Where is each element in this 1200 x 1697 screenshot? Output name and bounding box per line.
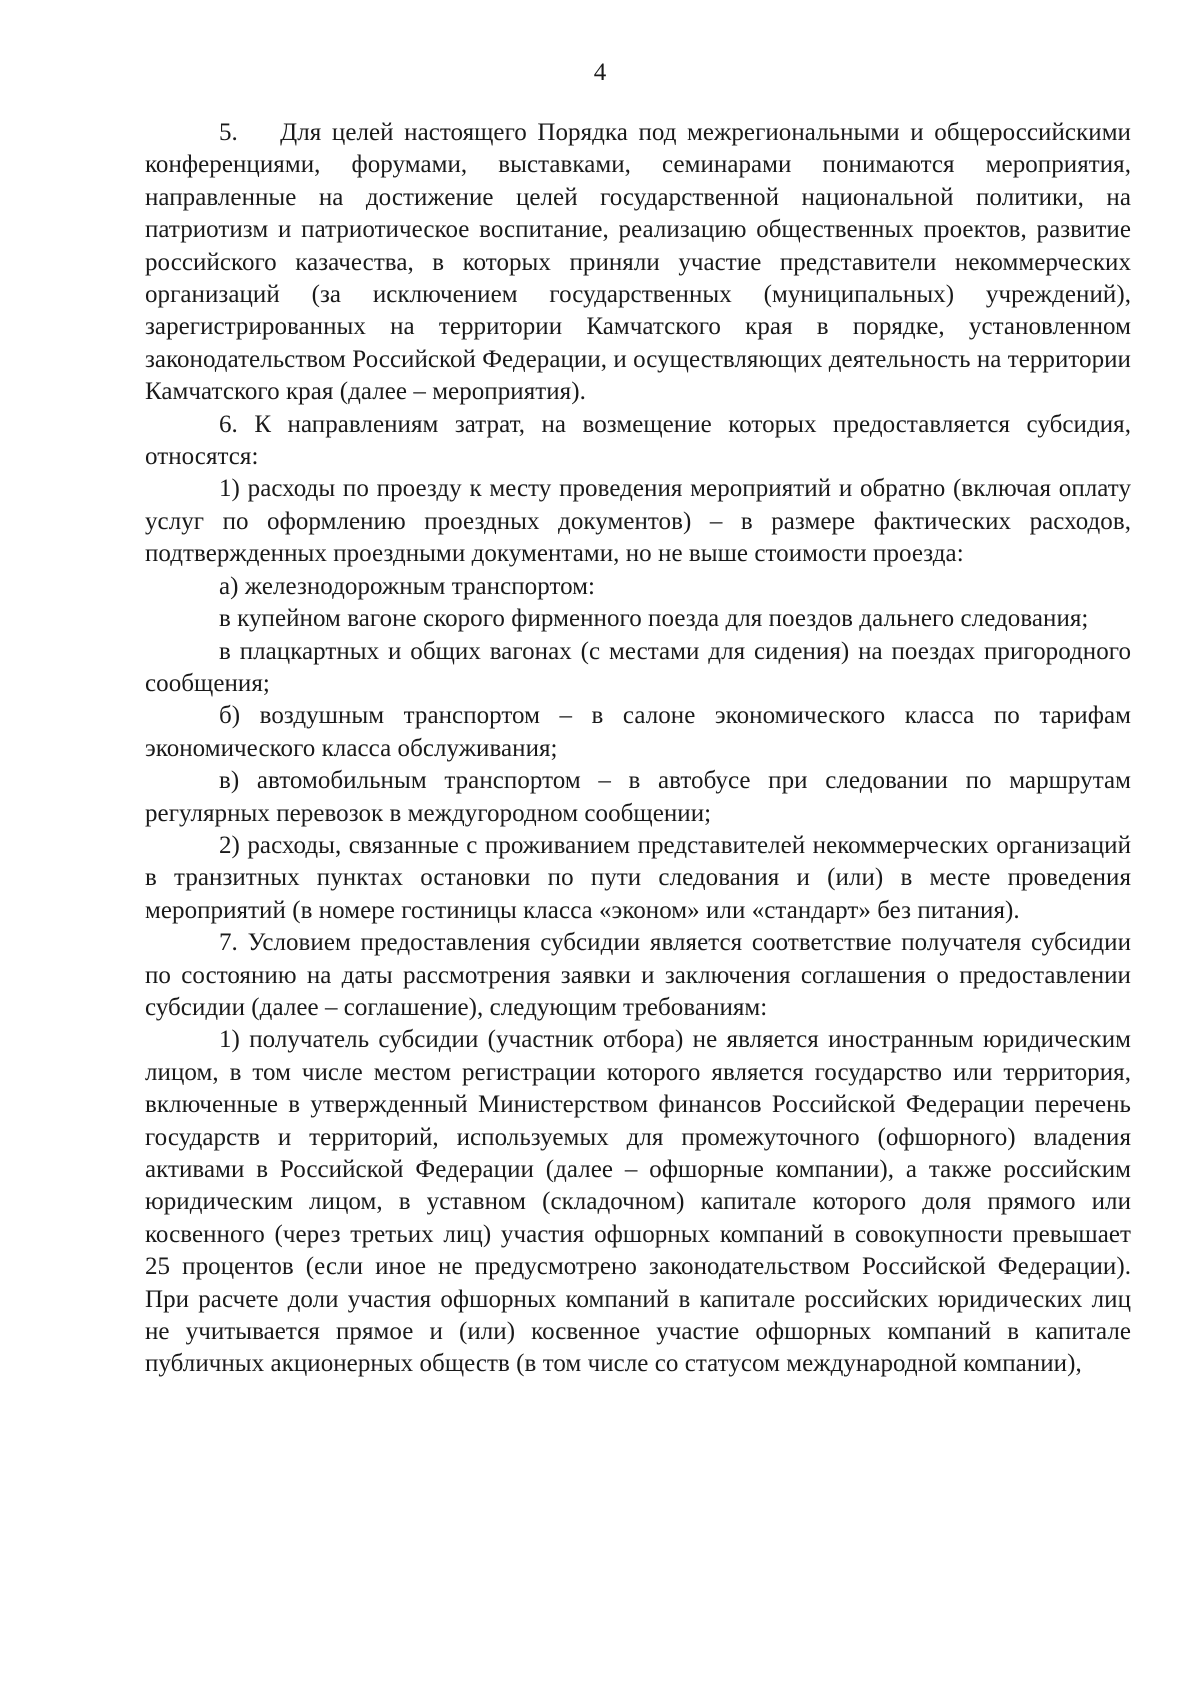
paragraph-6-rail-suburban: в плацкартных и общих вагонах (с местами для сидения) на поездах пригородного сообщения;: [145, 637, 1131, 697]
paragraph-7-conditions: 7. Условием предоставления субсидии является соответствие получателя субсидии по состоянию на даты рассмотрения заявки и заключения соглашения о предоставлении субсидии (далее – соглашение), следующим требованиям:: [145, 929, 1131, 1021]
paragraph-6-item-2-accommodation: 2) расходы, связанные с проживанием представителей некоммерческих организаций в транзитных пунктах остановки по пути следования и (или) в месте проведения мероприятий (в номере гостиницы класса «эконом» или «стандарт» без питания).: [145, 831, 1131, 924]
page-number: 4: [593, 59, 607, 86]
paragraph-6-rail-compartment: в купейном вагоне скорого фирменного поезда для поездов дальнего следования;: [219, 605, 1089, 633]
paragraph-5-definition: 5. Для целей настоящего Порядка под межрегиональными и общероссийскими конференциями, форумами, выставками, семинарами понимаются мероприятия, направленные на достижение целей государственной национальной политики, на патриотизм и патриотическое воспитание, реализацию общественных проектов, развитие российского казачества, в которых приняли участие представители некоммерческих организаций (за исключением государственных (муниципальных) учреждений), зарегистрированных на территории Камчатского края в порядке, установленном законодательством Российской Федерации, и осуществляющих деятельность на территории Камчатского края (далее – мероприятия).: [145, 119, 1131, 406]
paragraph-7-item-1-offshore: 1) получатель субсидии (участник отбора) не является иностранным юридическим лицом, в том числе местом регистрации которого является государство или территория, включенные в утвержденный Министерством финансов Российской Федерации перечень государств и территорий, используемых для промежуточного (офшорного) владения активами в Российской Федерации (далее – офшорные компании), а также российским юридическим лицом, в уставном (складочном) капитале которого доля прямого или косвенного (через третьих лиц) участия офшорных компаний в совокупности превышает 25 процентов (если иное не предусмотрено законодательством Российской Федерации). При расчете доли участия офшорных компаний в капитале российских юридических лиц не учитывается прямое и (или) косвенное участие офшорных компаний в капитале публичных акционерных обществ (в том числе со статусом международной компании),: [145, 1026, 1131, 1378]
paragraph-6-cost-directions: 6. К направлениям затрат, на возмещение которых предоставляется субсидия, относятся:: [145, 410, 1131, 471]
paragraph-6-item-v-road: в) автомобильным транспортом – в автобусе при следовании по маршрутам регулярных перевозок в междугородном сообщении;: [145, 767, 1131, 827]
paragraph-6-item-1-travel: 1) расходы по проезду к месту проведения мероприятий и обратно (включая оплату услуг по оформлению проездных документов) – в размере фактических расходов, подтвержденных проездными документами, но не выше стоимости проезда:: [145, 475, 1131, 568]
document-body: [145, 117, 1131, 1381]
paragraph-6-item-a-rail: а) железнодорожным транспортом:: [219, 572, 596, 600]
paragraph-6-item-b-air: б) воздушным транспортом – в салоне экономического класса по тарифам экономического класса обслуживания;: [145, 702, 1131, 762]
